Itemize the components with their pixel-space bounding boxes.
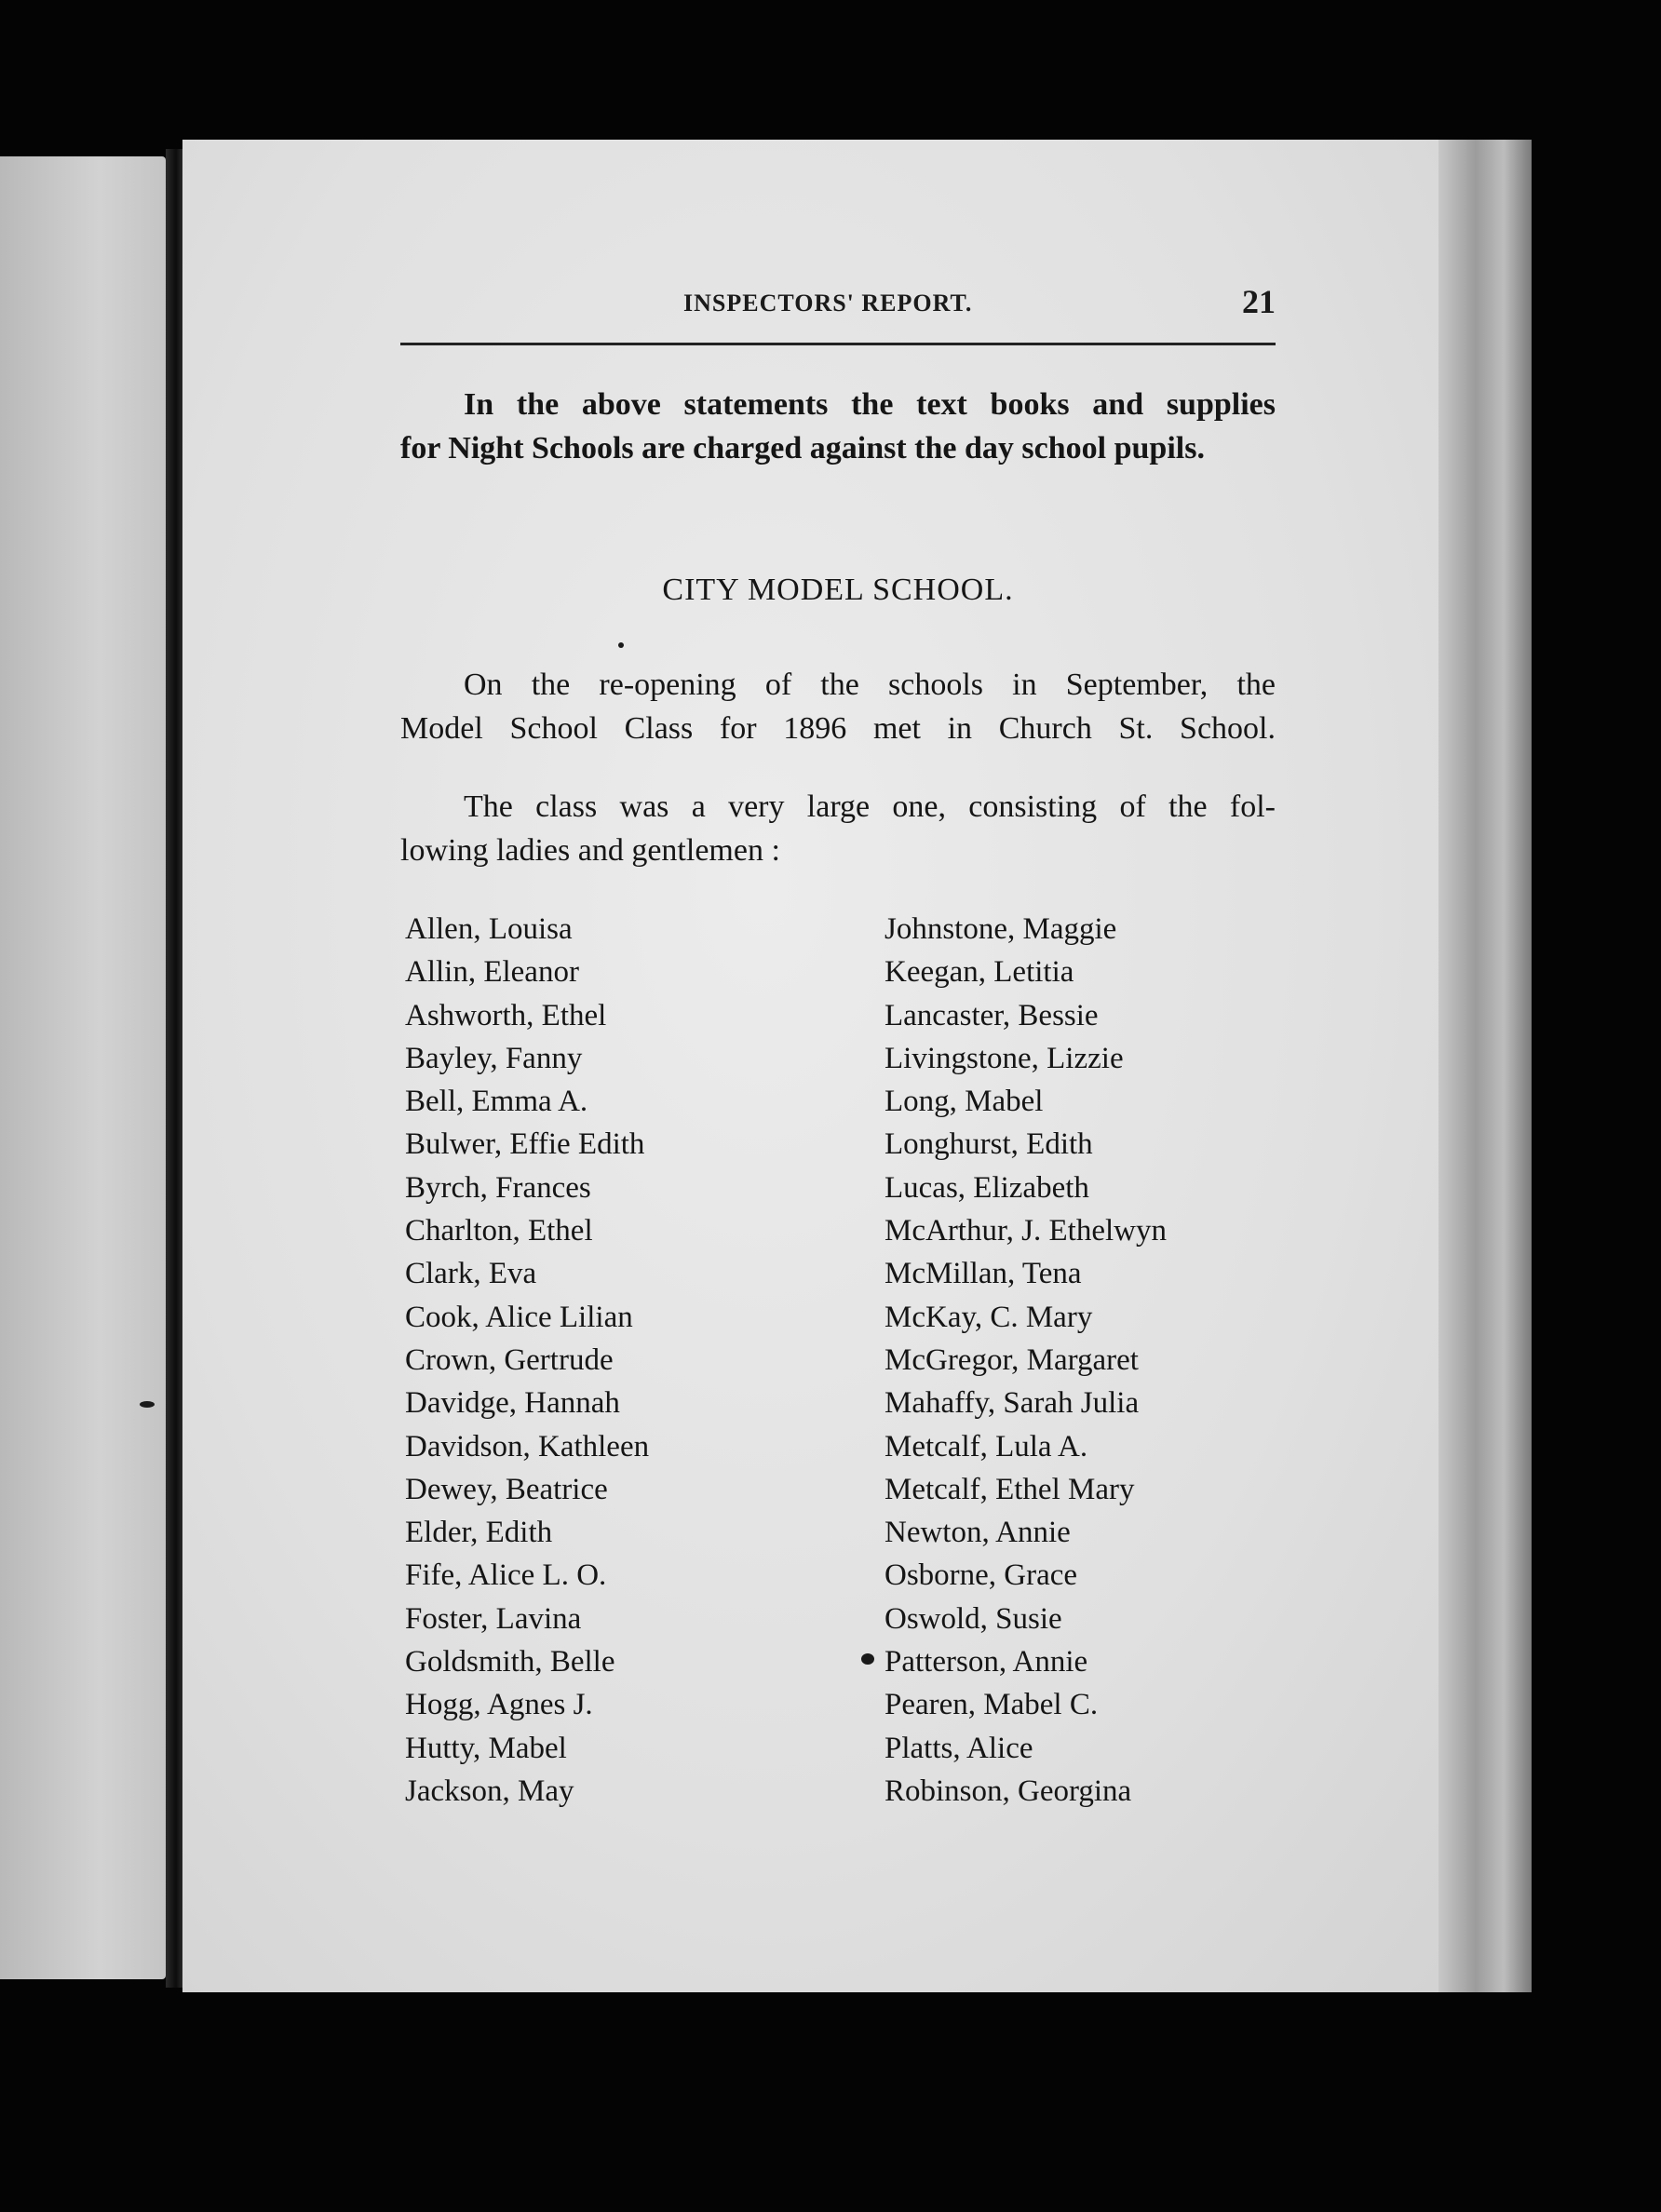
list-item: Allen, Louisa	[405, 912, 573, 946]
class-paragraph	[400, 785, 1276, 872]
list-item: Metcalf, Lula A.	[885, 1429, 1088, 1463]
reopening-line-1: On the re-opening of the schools in September, the	[464, 668, 1276, 702]
facing-page-edge	[0, 156, 166, 1979]
list-item: McMillan, Tena	[885, 1257, 1082, 1291]
intro-line-2: for Night Schools are charged against the day school pupils.	[400, 431, 1205, 465]
list-item: Elder, Edith	[405, 1516, 553, 1550]
list-item: Dewey, Beatrice	[405, 1472, 608, 1506]
list-item: Goldsmith, Belle	[405, 1645, 615, 1679]
list-item: Lucas, Elizabeth	[885, 1170, 1089, 1205]
list-item: Jackson, May	[405, 1774, 574, 1808]
list-item: Livingstone, Lizzie	[885, 1041, 1124, 1075]
list-item: Crown, Gertrude	[405, 1342, 614, 1377]
class-line-2: lowing ladies and gentlemen :	[400, 833, 780, 868]
list-item: Oswold, Susie	[885, 1601, 1062, 1636]
reopening-paragraph	[400, 663, 1276, 750]
list-item: Bayley, Fanny	[405, 1041, 583, 1075]
list-item: Lancaster, Bessie	[885, 998, 1099, 1032]
list-item: Foster, Lavina	[405, 1601, 582, 1636]
ink-speck	[618, 642, 624, 648]
page-number: 21	[1242, 283, 1276, 320]
list-item: Mahaffy, Sarah Julia	[885, 1386, 1140, 1421]
list-item: Osborne, Grace	[885, 1558, 1078, 1593]
names-column-right	[885, 908, 1313, 1813]
list-item: Patterson, Annie	[885, 1645, 1088, 1679]
running-title: INSPECTORS' REPORT.	[683, 290, 973, 317]
list-item: Newton, Annie	[885, 1516, 1071, 1550]
list-item: Bulwer, Effie Edith	[405, 1127, 645, 1162]
section-heading: CITY MODEL SCHOOL.	[662, 573, 1014, 607]
list-item: Pearen, Mabel C.	[885, 1688, 1099, 1722]
class-line-1: The class was a very large one, consisting of the fol-	[464, 789, 1276, 824]
list-item: Bell, Emma A.	[405, 1085, 588, 1119]
list-item: Metcalf, Ethel Mary	[885, 1472, 1135, 1506]
intro-paragraph	[400, 383, 1276, 470]
names-column-left	[405, 908, 852, 1813]
ink-speck	[861, 1653, 874, 1665]
list-item: Davidson, Kathleen	[405, 1429, 650, 1463]
list-item: Longhurst, Edith	[885, 1127, 1093, 1162]
list-item: Hogg, Agnes J.	[405, 1688, 593, 1722]
header-rule	[400, 343, 1276, 345]
list-item: Johnstone, Maggie	[885, 912, 1117, 946]
list-item: Ashworth, Ethel	[405, 998, 607, 1032]
list-item: Hutty, Mabel	[405, 1731, 567, 1765]
list-item: Clark, Eva	[405, 1257, 537, 1291]
list-item: Robinson, Georgina	[885, 1774, 1132, 1808]
list-item: Byrch, Frances	[405, 1170, 591, 1205]
list-item: Charlton, Ethel	[405, 1214, 593, 1248]
list-item: Cook, Alice Lilian	[405, 1300, 633, 1334]
list-item: Long, Mabel	[885, 1085, 1044, 1119]
list-item: Platts, Alice	[885, 1731, 1033, 1765]
list-item: Fife, Alice L. O.	[405, 1558, 607, 1593]
intro-line-1: In the above statements the text books and supplies	[464, 387, 1276, 422]
list-item: McArthur, J. Ethelwyn	[885, 1214, 1167, 1248]
list-item: Davidge, Hannah	[405, 1386, 620, 1421]
reopening-line-2: Model School Class for 1896 met in Church St. School.	[400, 711, 1276, 746]
ink-speck	[140, 1401, 155, 1408]
running-header	[400, 282, 1276, 338]
page-stack-edge	[1438, 140, 1532, 1992]
list-item: McKay, C. Mary	[885, 1300, 1093, 1334]
list-item: Keegan, Letitia	[885, 955, 1074, 990]
list-item: McGregor, Margaret	[885, 1342, 1139, 1377]
list-item: Allin, Eleanor	[405, 955, 579, 990]
